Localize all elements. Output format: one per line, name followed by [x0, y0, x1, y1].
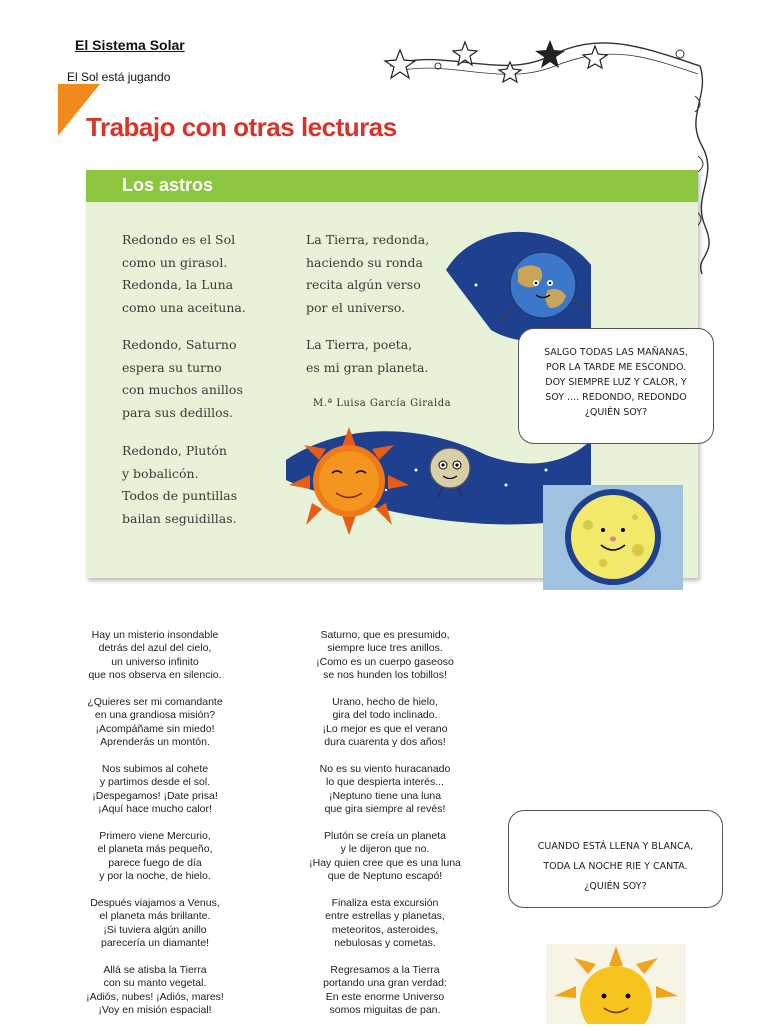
- poem-line: ¡Adiós, nubes! ¡Adiós, mares!: [86, 990, 224, 1003]
- poem-line: portando una gran verdad:: [323, 977, 447, 990]
- poem-line: y le dijeron que no.: [340, 843, 430, 856]
- riddle-line: ¿QUIÉN SOY?: [584, 407, 648, 418]
- poem-line: para sus dedillos.: [122, 404, 234, 420]
- poem-stanza: [40, 629, 270, 683]
- poem-line: Aprenderás un montón.: [100, 736, 210, 749]
- riddle-line: ¿QUIÉN SOY?: [584, 881, 647, 892]
- poem-line: Redonda, la Luna: [122, 277, 234, 292]
- poem-line: con su manto vegetal.: [103, 977, 207, 990]
- poem-line: se nos hunden los tobillos!: [323, 669, 447, 682]
- poem-line: y bobalicón.: [122, 465, 199, 481]
- poem-line: Urano, hecho de hielo,: [332, 696, 438, 709]
- poem-line: somos miguitas de pan.: [329, 1004, 441, 1017]
- poem-line: parece fuego de día: [108, 856, 202, 869]
- poem-line: Saturno, que es presumido,: [320, 629, 450, 641]
- poem-line: el planeta más pequeño,: [97, 843, 213, 856]
- poem-line: En este enorme Universo: [325, 990, 445, 1003]
- poem-line: Todos de puntillas: [122, 488, 238, 503]
- riddle-box-moon: [508, 810, 723, 908]
- poem-line: que gira siempre al revés!: [324, 803, 446, 816]
- document-subtitle: El Sol está jugando: [67, 70, 171, 84]
- sun-picture-illustration: [546, 944, 686, 1024]
- poem-line: dura cuarenta y dos años!: [324, 736, 446, 749]
- poem-line: con muchos anillos: [122, 382, 243, 397]
- pluto-illustration: [420, 440, 480, 500]
- poem-line: Plutón se creía un planeta: [323, 830, 446, 843]
- poem-line: ¡Si tuviera algún anillo: [103, 923, 207, 936]
- poem-line: espera su turno: [122, 359, 222, 375]
- poem-stanza: [40, 763, 270, 817]
- poem-line: un universo infinito: [111, 655, 199, 668]
- poem-line: detrás del azul del cielo,: [98, 642, 212, 655]
- poem-line: que nos observa en silencio.: [88, 669, 222, 682]
- poem-stanza: [306, 334, 428, 379]
- poem-line: siempre luce tres anillos.: [327, 642, 443, 655]
- poem-line: haciendo su ronda: [306, 254, 423, 270]
- riddle-line: POR LA TARDE ME ESCONDO.: [545, 362, 687, 373]
- poem-column-left: [40, 629, 270, 1031]
- poem-stanza: [270, 897, 500, 951]
- poem-line: No es su viento huracanado: [319, 763, 451, 776]
- poem-line: que de Neptuno escapó!: [327, 870, 443, 883]
- riddle-line: SALGO TODAS LAS MAÑANAS,: [544, 347, 688, 358]
- earth-illustration: [498, 245, 588, 335]
- poem-line: ¡Hay quien cree que es una luna: [309, 856, 461, 869]
- poem-line: Finaliza esta excursión: [331, 897, 439, 910]
- poem-line: meteoritos, asteroides,: [331, 923, 439, 936]
- banner-title: Trabajo con otras lecturas: [86, 112, 397, 142]
- poem-line: ¡Acompáñame sin miedo!: [95, 722, 215, 735]
- poem-card-title: Los astros: [122, 175, 214, 195]
- poem-author: M.ª Luisa García Giralda: [313, 398, 452, 409]
- poem-column-right: [270, 629, 500, 1031]
- poem-line: ¡Lo mejor es que el verano: [322, 722, 448, 735]
- riddle-line: DOY SIEMPRE LUZ Y CALOR, Y: [545, 377, 687, 388]
- poem-line: parecería un diamante!: [101, 937, 209, 950]
- poem-line: bailan seguidillas.: [122, 510, 237, 526]
- poem-line: ¿Quieres ser mi comandante: [87, 696, 223, 709]
- poem-stanza: [306, 229, 429, 319]
- poem-line: por el universo.: [306, 299, 406, 315]
- poem-stanza: [270, 629, 500, 683]
- poem-line: nebulosas y cometas.: [334, 937, 436, 950]
- moon-illustration: [543, 485, 683, 590]
- sun-illustration: [284, 425, 414, 535]
- poem-line: Redondo, Plutón: [122, 443, 227, 458]
- poem-line: ¡Despegamos! ¡Date prisa!: [92, 789, 218, 802]
- poem-line: ¡Voy en misión espacial!: [98, 1004, 212, 1017]
- poem-line: entre estrellas y planetas,: [325, 910, 445, 923]
- poem-line: el planeta más brillante.: [99, 910, 211, 923]
- poem-stanza: [122, 229, 246, 319]
- poem-stanza: [40, 964, 270, 1018]
- poem-line: Redondo, Saturno: [122, 337, 237, 352]
- poem-stanza: [270, 696, 500, 750]
- riddle-line: TODA LA NOCHE RIE Y CANTA.: [543, 861, 688, 872]
- poem-line: como una aceituna.: [122, 299, 246, 315]
- poem-line: Regresamos a la Tierra: [330, 964, 440, 977]
- riddle-line: SOY .... REDONDO, REDONDO: [545, 392, 687, 403]
- poem-line: La Tierra, poeta,: [306, 337, 413, 352]
- poem-line: lo que despierta interés...: [326, 776, 444, 789]
- riddle-box-sun: [518, 328, 714, 444]
- poem-line: recita algún verso: [306, 277, 421, 292]
- poem-line: es mi gran planeta.: [306, 359, 429, 375]
- poem-line: como un girasol.: [122, 254, 228, 270]
- poem-line: Nos subimos al cohete: [101, 763, 209, 776]
- poem-line: ¡Aquí hace mucho calor!: [98, 803, 212, 816]
- poem-line: y por la noche, de hielo.: [99, 870, 211, 883]
- poem-stanza: [40, 696, 270, 750]
- poem-stanza: [270, 830, 500, 884]
- document-title: El Sistema Solar: [75, 37, 185, 53]
- poem-stanza: [40, 830, 270, 884]
- riddle-line: CUANDO ESTÁ LLENA Y BLANCA,: [537, 841, 694, 852]
- poem-line: Hay un misterio insondable: [91, 629, 219, 641]
- poem-line: en una grandiosa misión?: [94, 709, 216, 722]
- poem-line: La Tierra, redonda,: [306, 232, 430, 247]
- poem-line: Allá se atisba la Tierra: [103, 964, 207, 977]
- poem-stanza: [122, 334, 243, 424]
- poem-stanza: [122, 440, 237, 530]
- poem-line: gira del todo inclinado.: [332, 709, 438, 722]
- poem-stanza: [270, 763, 500, 817]
- poem-line: Primero viene Mercurio,: [99, 830, 211, 843]
- poem-line: Después viajamos a Venus,: [90, 897, 220, 910]
- poem-line: ¡Como es un cuerpo gaseoso: [316, 655, 454, 668]
- poem-line: y partimos desde el sol.: [99, 776, 211, 789]
- poem-line: Redondo es el Sol: [122, 232, 236, 247]
- poem-line: ¡Neptuno tiene una luna: [328, 789, 442, 802]
- poem-stanza: [270, 964, 500, 1018]
- poem-stanza: [40, 897, 270, 951]
